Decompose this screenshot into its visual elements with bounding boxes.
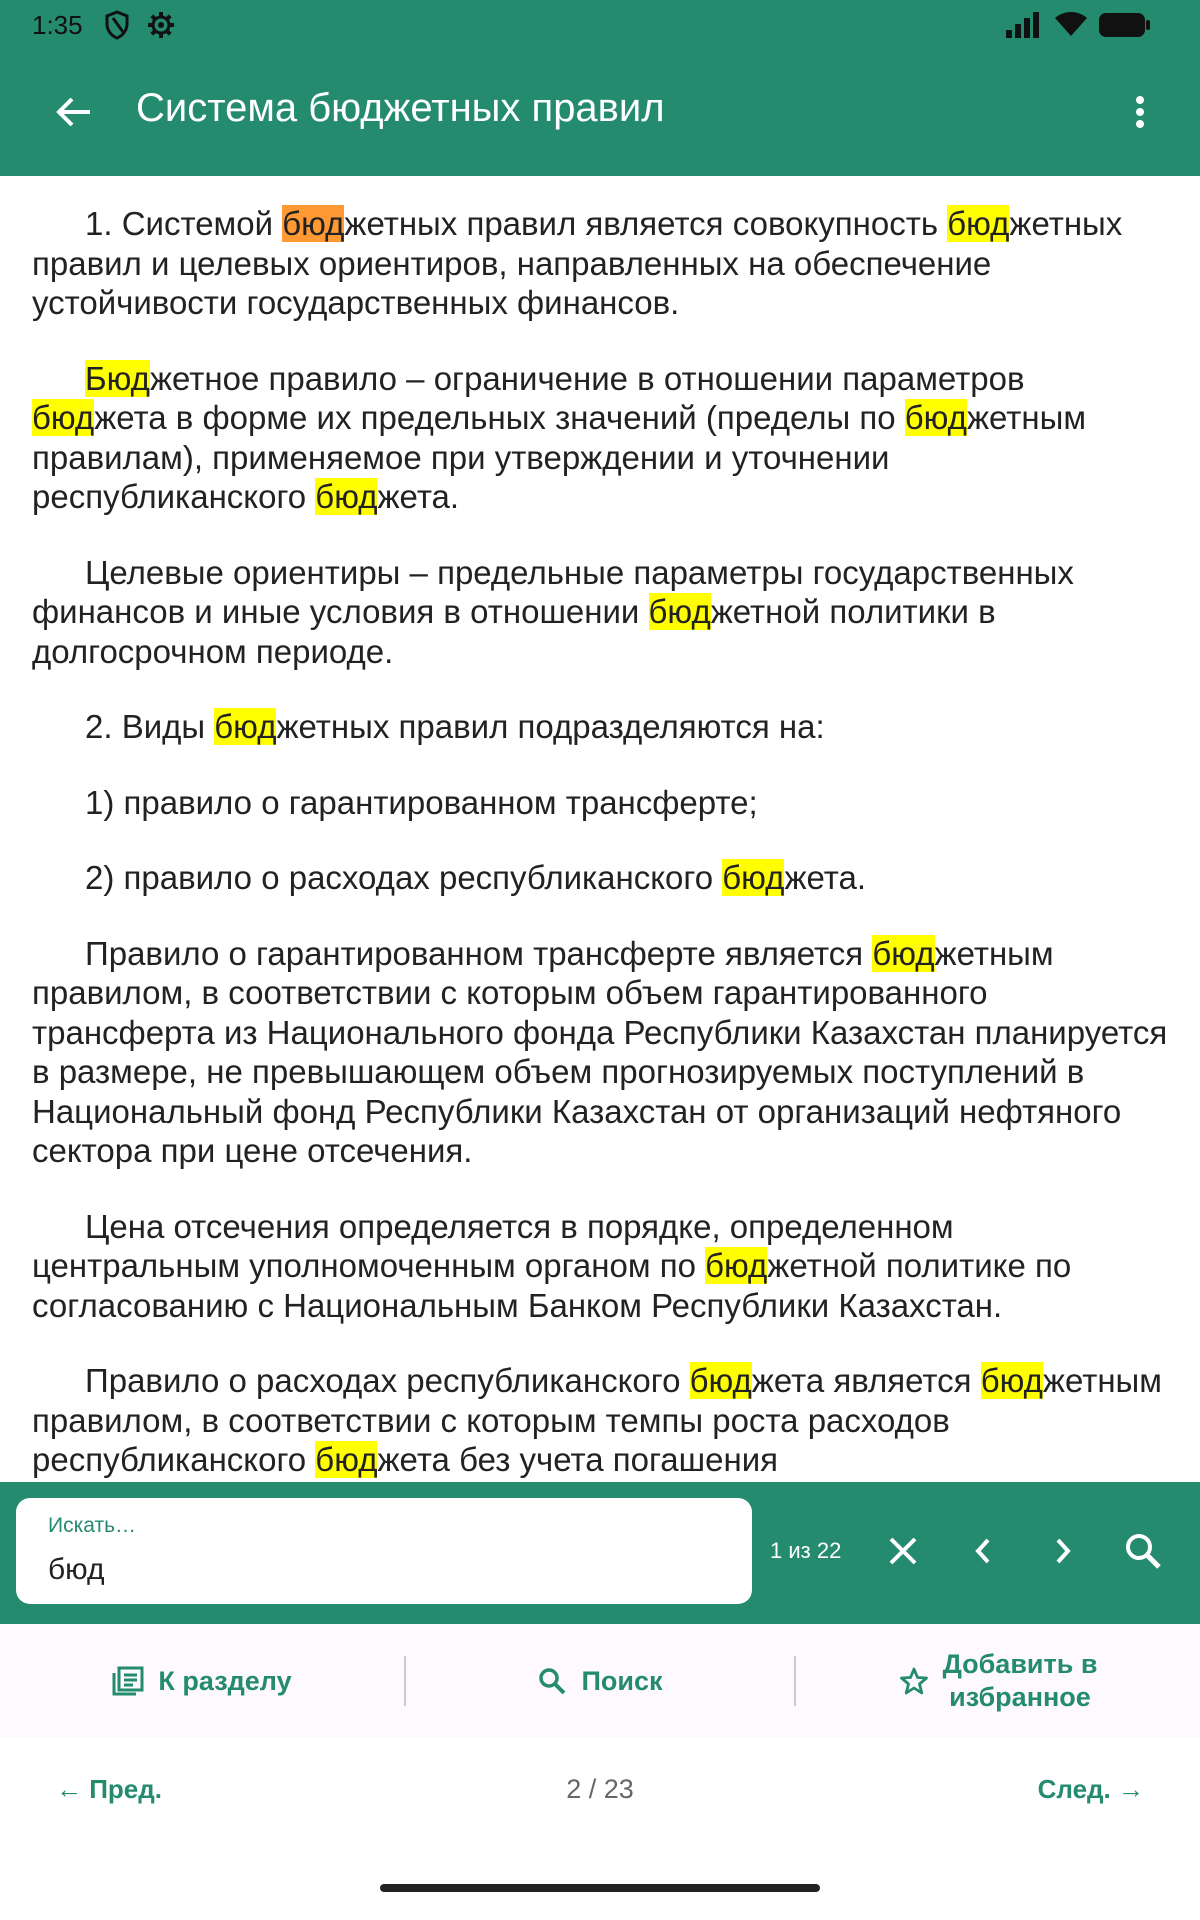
search-match: бюд xyxy=(872,934,935,972)
paragraph xyxy=(32,553,1168,672)
text-run: жета. xyxy=(784,859,867,896)
close-icon[interactable] xyxy=(878,1526,928,1576)
add-favorite-button[interactable] xyxy=(796,1624,1200,1738)
search-match: бюд xyxy=(315,478,378,515)
text-run: жетных правил и целевых ориентиров, направленных на обеспечение устойчивости государственных финансов. xyxy=(32,205,1123,321)
text-run: Целевые ориентиры – предельные параметры государственных финансов и иные условия в отношении xyxy=(32,553,1074,630)
text-run: жетным правилам), применяемое при утверждении и уточнении республиканского xyxy=(32,399,1087,515)
paragraph xyxy=(32,858,1168,898)
prev-button[interactable]: ← Пред. xyxy=(56,1774,162,1804)
text-run: 2. Виды xyxy=(85,708,215,745)
text-run: 1. Системой xyxy=(85,205,283,242)
search-match: бюд xyxy=(705,1247,768,1284)
signal-icon xyxy=(1004,12,1042,43)
text-run: жетной политики в долгосрочном периоде. xyxy=(32,593,996,670)
shield-icon xyxy=(104,10,130,45)
to-section-label: К разделу xyxy=(158,1665,292,1696)
paragraph xyxy=(32,359,1168,517)
gear-icon xyxy=(146,10,176,45)
page-indicator: 2 / 23 xyxy=(566,1774,634,1804)
paragraph xyxy=(32,934,1168,1171)
chevron-right-icon[interactable] xyxy=(1038,1526,1088,1576)
battery-icon xyxy=(1098,12,1152,43)
next-button[interactable]: След. → xyxy=(1037,1774,1144,1804)
paragraph xyxy=(32,204,1168,323)
paragraph xyxy=(32,1361,1168,1480)
article-content xyxy=(0,176,1200,1482)
page-title: Система бюджетных правил xyxy=(136,86,665,130)
chevron-left-icon[interactable] xyxy=(958,1526,1008,1576)
text-run: Правило о расходах республиканского xyxy=(85,1362,690,1399)
text-run: Правило о гарантированном трансферте является xyxy=(85,934,873,972)
paragraph xyxy=(32,707,1168,747)
list-icon xyxy=(112,1666,144,1696)
add-favorite-label xyxy=(943,1648,1098,1714)
search-icon[interactable] xyxy=(1118,1526,1168,1576)
add-favorite-line2: избранное xyxy=(949,1682,1091,1712)
add-favorite-line1: Добавить в xyxy=(942,1649,1098,1679)
text-run: жета. xyxy=(377,478,460,515)
search-match: бюд xyxy=(214,708,277,745)
home-indicator[interactable] xyxy=(380,1884,820,1892)
search-match: бюд xyxy=(32,399,95,436)
search-match: бюд xyxy=(648,593,711,630)
search-button[interactable] xyxy=(406,1624,794,1738)
text-run: Цена отсечения определяется в порядке, определенном центральным уполномоченным органом по xyxy=(32,1207,954,1284)
action-bar xyxy=(0,1624,1200,1738)
search-match: бюд xyxy=(689,1362,752,1399)
search-match: бюд xyxy=(980,1362,1043,1399)
paragraph xyxy=(32,783,1168,823)
text-run: жетных правил подразделяются на: xyxy=(276,708,825,745)
text-run: жетным правилом, в соответствии с которым объем гарантированного трансферта из Национального фонда Республики Казахстан планируется в размере, не превышающем объем прогнозируемых поступлений в Национальный фонд Республики Казахстан от организаций нефтяного сектора при цене отсечения. xyxy=(32,934,1168,1169)
match-count: 1 из 22 xyxy=(770,1538,842,1563)
current-search-match: бюд xyxy=(282,205,345,242)
search-match: бюд xyxy=(722,859,785,896)
status-bar xyxy=(0,0,1200,50)
text-run: жета является xyxy=(751,1362,981,1399)
search-match: бюд xyxy=(315,1441,378,1478)
search-icon xyxy=(537,1666,567,1696)
text-run: жета без учета погашения xyxy=(377,1441,778,1478)
search-match: бюд xyxy=(947,205,1010,242)
more-vert-icon[interactable] xyxy=(1120,88,1160,136)
find-input[interactable] xyxy=(48,1550,708,1590)
text-run: 2) правило о расходах республиканского xyxy=(85,859,723,896)
text-run: жетным правилом, в соответствии с которым темпы роста расходов республиканского xyxy=(32,1362,1162,1478)
paragraph xyxy=(32,1207,1168,1326)
text-run: жетных правил является совокупность xyxy=(344,205,948,242)
status-time: 1:35 xyxy=(32,10,83,40)
search-match: Бюд xyxy=(85,359,150,397)
text-run: жетное правило – ограничение в отношении параметров xyxy=(149,359,1025,397)
text-run: жета в форме их предельных значений (пределы по xyxy=(94,399,905,436)
find-bar xyxy=(0,1482,1200,1624)
text-run: жетной политике по согласованию с Национальным Банком Республики Казахстан. xyxy=(32,1247,1072,1324)
app-bar xyxy=(0,50,1200,176)
search-label: Поиск xyxy=(581,1665,663,1696)
search-match: бюд xyxy=(904,399,967,436)
find-field-label: Искать… xyxy=(48,1514,137,1537)
to-section-button[interactable] xyxy=(0,1624,404,1738)
text-run: 1) правило о гарантированном трансферте; xyxy=(85,783,758,821)
wifi-icon xyxy=(1054,10,1088,43)
find-field[interactable] xyxy=(16,1498,752,1604)
star-icon xyxy=(899,1666,929,1696)
pager xyxy=(0,1738,1200,1848)
arrow-left-icon[interactable] xyxy=(50,88,98,136)
